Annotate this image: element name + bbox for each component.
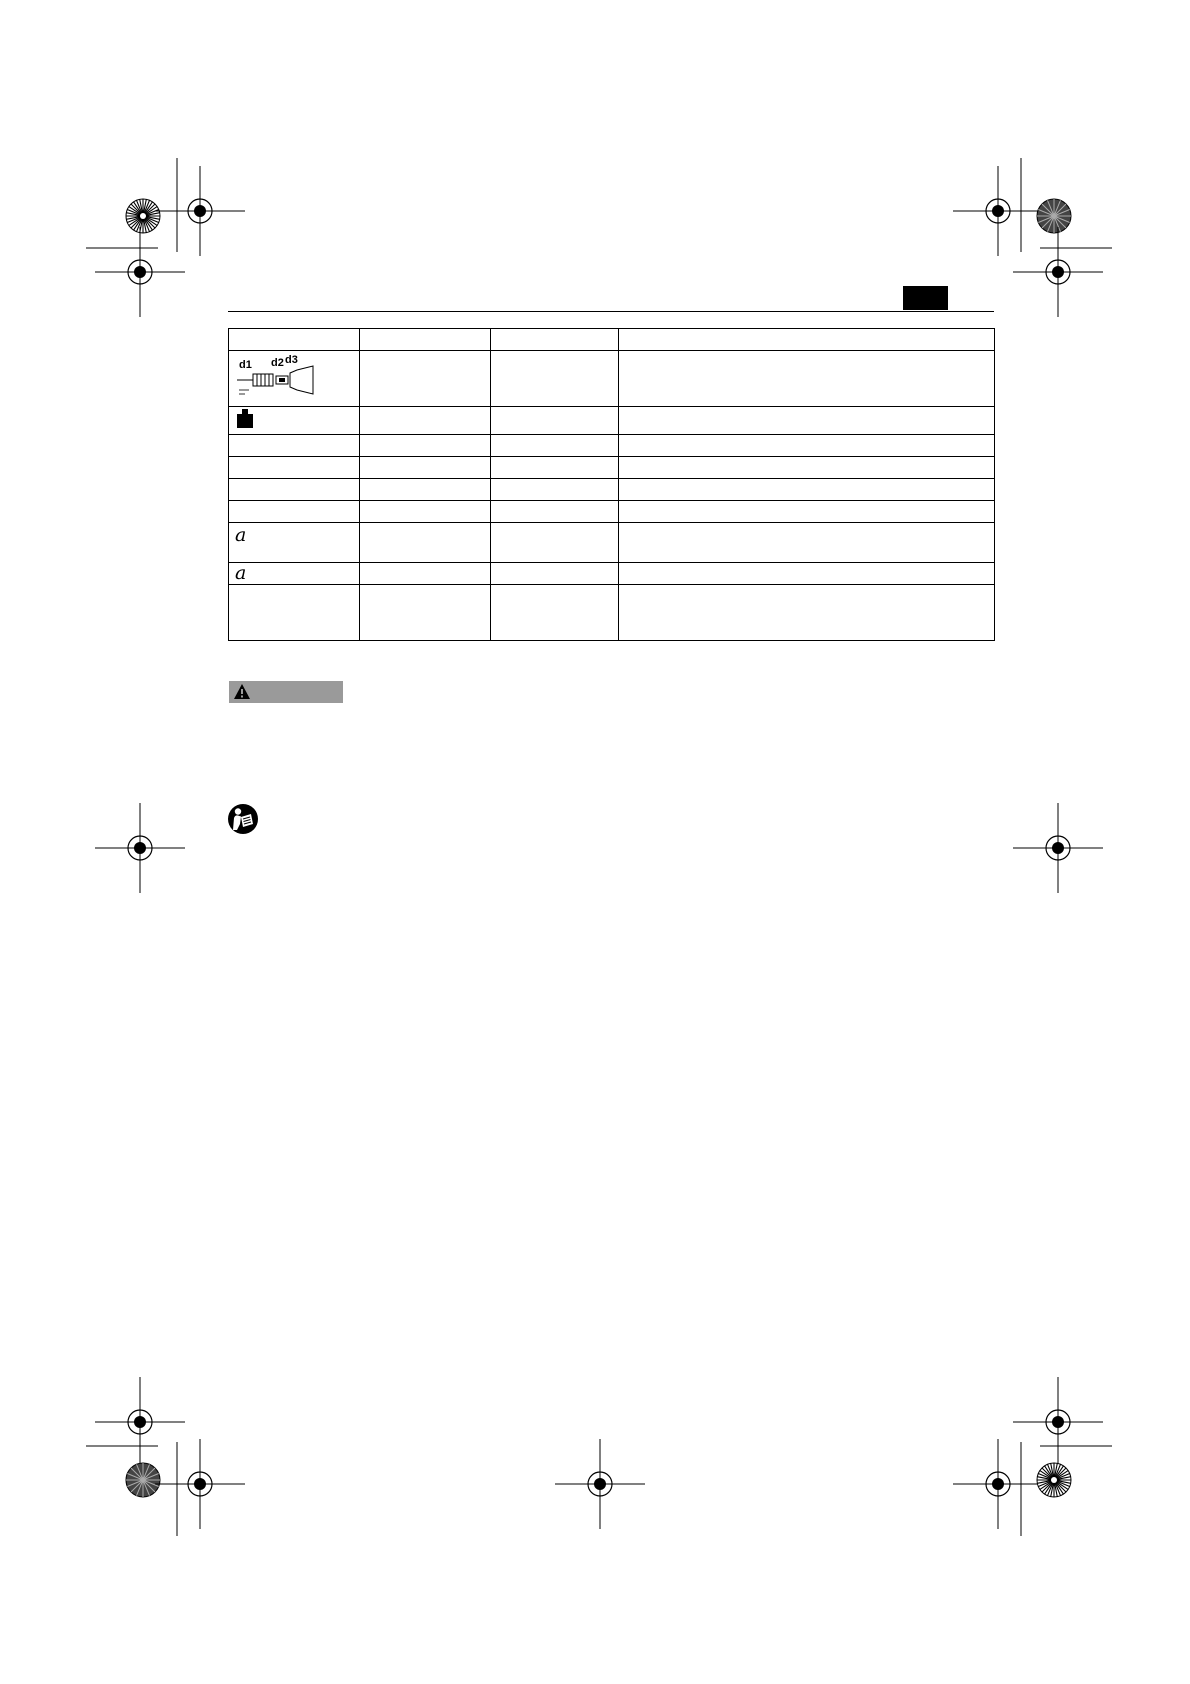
table-cell <box>491 523 619 563</box>
table-cell <box>360 563 491 585</box>
language-tab <box>903 286 948 310</box>
table-cell <box>491 585 619 641</box>
table-cell <box>229 435 360 457</box>
table-cell <box>619 457 995 479</box>
table-cell <box>229 457 360 479</box>
table-row <box>229 523 995 563</box>
table-cell <box>619 563 995 585</box>
manual-notice <box>227 803 259 840</box>
table-cell <box>360 585 491 641</box>
registration-crosshair-icon <box>953 1439 1043 1529</box>
table-cell <box>491 435 619 457</box>
table-row <box>229 351 995 407</box>
table-cell <box>360 523 491 563</box>
registration-crosshair-icon <box>155 166 245 256</box>
registration-crosshair-icon <box>555 1439 645 1529</box>
color-wheel-icon <box>1037 1463 1071 1497</box>
registration-crosshair-icon <box>1013 227 1103 317</box>
table-cell <box>360 501 491 523</box>
read-manual-icon <box>227 803 259 835</box>
table-cell <box>360 435 491 457</box>
table-cell <box>229 501 360 523</box>
table-cell <box>619 585 995 641</box>
table-cell <box>619 435 995 457</box>
table-cell <box>229 407 360 435</box>
table-cell <box>491 329 619 351</box>
table-cell <box>229 523 360 563</box>
table-row <box>229 479 995 501</box>
table-cell <box>619 501 995 523</box>
color-wheel-icon <box>126 1463 160 1497</box>
table-cell <box>360 351 491 407</box>
table-cell <box>229 351 360 407</box>
registration-crosshair-icon <box>1013 1377 1103 1467</box>
table-row <box>229 501 995 523</box>
warning-heading <box>229 681 343 703</box>
table-cell <box>619 479 995 501</box>
table-cell <box>491 351 619 407</box>
table-cell <box>360 457 491 479</box>
vibration-symbol: a <box>235 524 247 546</box>
d3-label: d3 <box>285 354 298 366</box>
table-row <box>229 585 995 641</box>
table-cell <box>619 523 995 563</box>
table-cell <box>229 563 360 585</box>
color-wheel-icon <box>1037 199 1071 233</box>
table-cell <box>360 407 491 435</box>
table-cell <box>229 479 360 501</box>
table-cell <box>229 585 360 641</box>
technical-data-table <box>228 328 995 641</box>
weight-icon <box>235 407 255 429</box>
registration-crosshair-icon <box>95 1377 185 1467</box>
table-cell <box>491 407 619 435</box>
registration-crosshair-icon <box>95 227 185 317</box>
d2-label: d2 <box>271 357 284 369</box>
d1-label: d1 <box>239 359 252 371</box>
table-row <box>229 457 995 479</box>
table-cell <box>619 351 995 407</box>
table-cell <box>491 457 619 479</box>
table-cell <box>360 479 491 501</box>
header-rule <box>228 311 994 312</box>
table-row <box>229 407 995 435</box>
registration-crosshair-icon <box>155 1439 245 1529</box>
table-cell <box>619 329 995 351</box>
table-row <box>229 329 995 351</box>
table-cell <box>619 407 995 435</box>
registration-crosshair-icon <box>1013 803 1103 893</box>
warning-triangle-icon <box>233 683 251 700</box>
table-cell <box>229 329 360 351</box>
table-row <box>229 435 995 457</box>
table-cell <box>491 501 619 523</box>
bit-diameter-d1-d2-d3-icon <box>235 354 315 398</box>
table-cell <box>491 563 619 585</box>
table-cell <box>491 479 619 501</box>
table-cell <box>360 329 491 351</box>
registration-crosshair-icon <box>95 803 185 893</box>
table-row <box>229 563 995 585</box>
color-wheel-icon <box>126 199 160 233</box>
registration-crosshair-icon <box>953 166 1043 256</box>
vibration-symbol: a <box>235 561 247 584</box>
